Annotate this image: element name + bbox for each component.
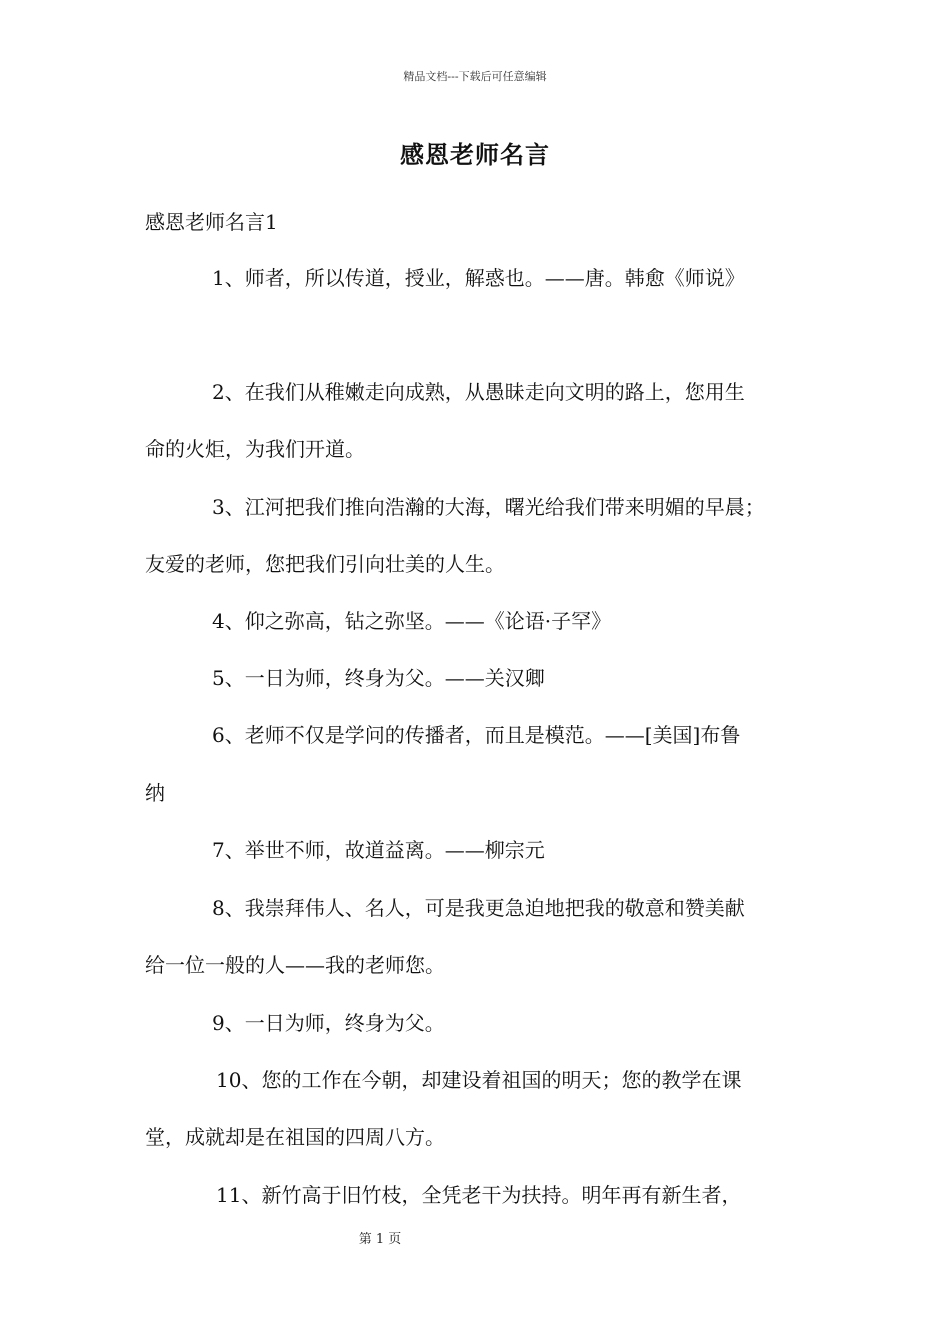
quote-line-5: 5、一日为师，终身为父。——关汉卿 bbox=[212, 666, 545, 690]
document-title: 感恩老师名言 bbox=[400, 140, 550, 169]
quote-line-11a: 11、新竹高于旧竹枝，全凭老干为扶持。明年再有新生者， bbox=[216, 1183, 742, 1207]
quote-line-10b: 堂，成就却是在祖国的四周八方。 bbox=[145, 1125, 445, 1149]
section-heading: 感恩老师名言1 bbox=[145, 210, 278, 234]
quote-line-10a: 10、您的工作在今朝，却建设着祖国的明天；您的教学在课 bbox=[216, 1068, 742, 1092]
quote-line-6b: 纳 bbox=[145, 781, 165, 805]
quote-line-8a: 8、我崇拜伟人、名人，可是我更急迫地把我的敬意和赞美献 bbox=[212, 896, 745, 920]
quote-line-3b: 友爱的老师，您把我们引向壮美的人生。 bbox=[145, 552, 505, 576]
quote-line-6a: 6、老师不仅是学问的传播者，而且是模范。——[美国]布鲁 bbox=[212, 723, 741, 747]
quote-line-2b: 命的火炬，为我们开道。 bbox=[145, 437, 365, 461]
page-header: 精品文档---下载后可任意编辑 bbox=[403, 70, 547, 83]
page-number: 第 1 页 bbox=[358, 1232, 402, 1247]
quote-line-2a: 2、在我们从稚嫩走向成熟，从愚昧走向文明的路上，您用生 bbox=[212, 380, 745, 404]
quote-line-3a: 3、江河把我们推向浩瀚的大海，曙光给我们带来明媚的早晨； bbox=[212, 495, 765, 519]
quote-line-1: 1、师者，所以传道，授业，解惑也。——唐。韩愈《师说》 bbox=[212, 266, 745, 290]
quote-line-7: 7、举世不师，故道益离。——柳宗元 bbox=[212, 838, 545, 862]
quote-line-9: 9、一日为师，终身为父。 bbox=[212, 1011, 445, 1035]
quote-line-4: 4、仰之弥高，钻之弥坚。——《论语·子罕》 bbox=[212, 609, 612, 633]
quote-line-8b: 给一位一般的人——我的老师您。 bbox=[145, 953, 445, 977]
